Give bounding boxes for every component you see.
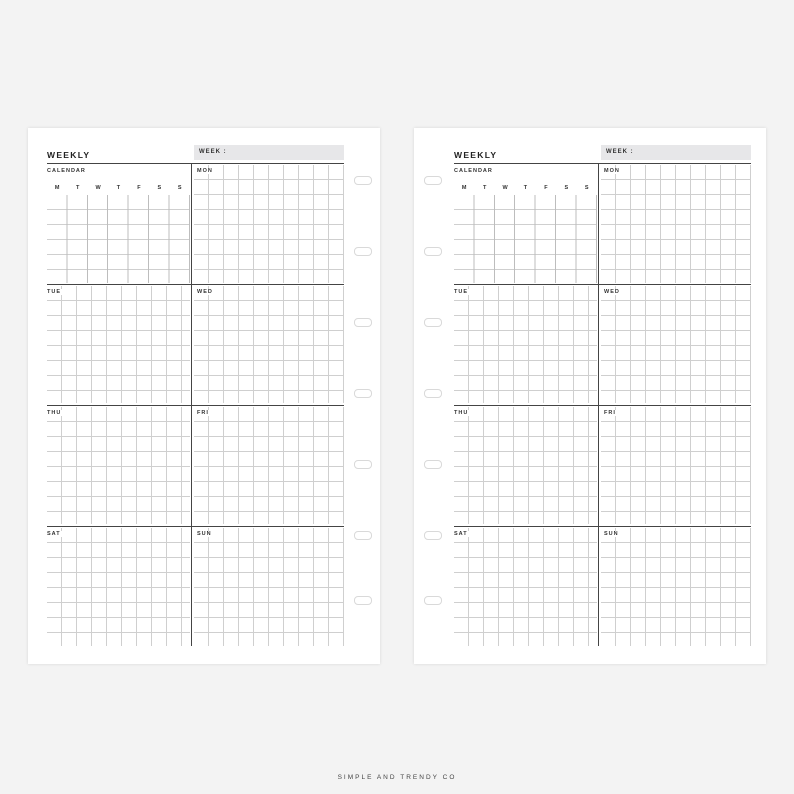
mini-calendar-grid — [454, 195, 597, 283]
binder-tab — [354, 460, 372, 469]
day-grid-sun — [601, 528, 751, 646]
day-label-thu: THU — [47, 410, 64, 416]
binder-tab — [354, 247, 372, 256]
calendar-label: CALENDAR — [454, 168, 496, 174]
day-grid-tue — [454, 286, 597, 403]
row-divider — [454, 405, 751, 406]
calendar-weekday-header — [47, 183, 190, 195]
week-label: WEEK : — [199, 149, 227, 155]
day-grid-tue — [47, 286, 190, 403]
week-field[interactable] — [194, 145, 344, 160]
calendar-weekday: T — [523, 185, 528, 191]
day-label-sat: SAT — [47, 531, 64, 537]
day-grid-wed — [194, 286, 344, 403]
binder-tab — [424, 596, 442, 605]
binder-tab — [354, 596, 372, 605]
binder-tab — [354, 389, 372, 398]
day-label-wed: WED — [604, 289, 623, 295]
binder-tab — [424, 531, 442, 540]
calendar-label: CALENDAR — [47, 168, 89, 174]
row-divider — [454, 284, 751, 285]
binder-tab — [424, 389, 442, 398]
week-field[interactable] — [601, 145, 751, 160]
day-label-fri: FRI — [197, 410, 212, 416]
binder-tab — [354, 318, 372, 327]
calendar-weekday: T — [116, 185, 121, 191]
calendar-weekday: S — [564, 185, 569, 191]
planner-page-left — [28, 128, 380, 664]
day-grid-sat — [454, 528, 597, 646]
calendar-weekday: W — [502, 185, 508, 191]
row-divider — [47, 405, 344, 406]
binder-tab — [354, 531, 372, 540]
calendar-weekday: F — [544, 185, 548, 191]
day-grid-thu — [47, 407, 190, 524]
day-label-sun: SUN — [197, 531, 215, 537]
row-divider — [47, 526, 344, 527]
header-rule — [47, 163, 344, 164]
day-grid-wed — [601, 286, 751, 403]
page-title: WEEKLY — [47, 150, 91, 160]
calendar-weekday: T — [482, 185, 487, 191]
day-grid-thu — [454, 407, 597, 524]
day-label-wed: WED — [197, 289, 216, 295]
calendar-weekday: F — [137, 185, 141, 191]
mini-calendar-grid — [47, 195, 190, 283]
calendar-weekday: S — [584, 185, 589, 191]
day-label-mon: MON — [197, 168, 216, 174]
brand-footer: SIMPLE AND TRENDY CO — [337, 774, 457, 781]
day-grid-mon — [194, 165, 344, 283]
page-title: WEEKLY — [454, 150, 498, 160]
binder-tab — [354, 176, 372, 185]
calendar-weekday: M — [461, 185, 467, 191]
day-label-tue: TUE — [47, 289, 64, 295]
day-grid-sat — [47, 528, 190, 646]
calendar-weekday: S — [177, 185, 182, 191]
row-divider — [454, 526, 751, 527]
binder-tab — [424, 176, 442, 185]
planner-page-right — [414, 128, 766, 664]
day-label-thu: THU — [454, 410, 471, 416]
binder-tab — [424, 247, 442, 256]
calendar-weekday: T — [75, 185, 80, 191]
day-label-sun: SUN — [604, 531, 622, 537]
week-label: WEEK : — [606, 149, 634, 155]
calendar-weekday: W — [95, 185, 101, 191]
header-rule — [454, 163, 751, 164]
day-grid-fri — [601, 407, 751, 524]
day-label-sat: SAT — [454, 531, 471, 537]
day-grid-mon — [601, 165, 751, 283]
binder-tab — [424, 460, 442, 469]
day-label-fri: FRI — [604, 410, 619, 416]
calendar-weekday: M — [54, 185, 60, 191]
calendar-weekday-header — [454, 183, 597, 195]
day-label-tue: TUE — [454, 289, 471, 295]
day-label-mon: MON — [604, 168, 623, 174]
day-grid-fri — [194, 407, 344, 524]
calendar-weekday: S — [157, 185, 162, 191]
day-grid-sun — [194, 528, 344, 646]
binder-tab — [424, 318, 442, 327]
row-divider — [47, 284, 344, 285]
